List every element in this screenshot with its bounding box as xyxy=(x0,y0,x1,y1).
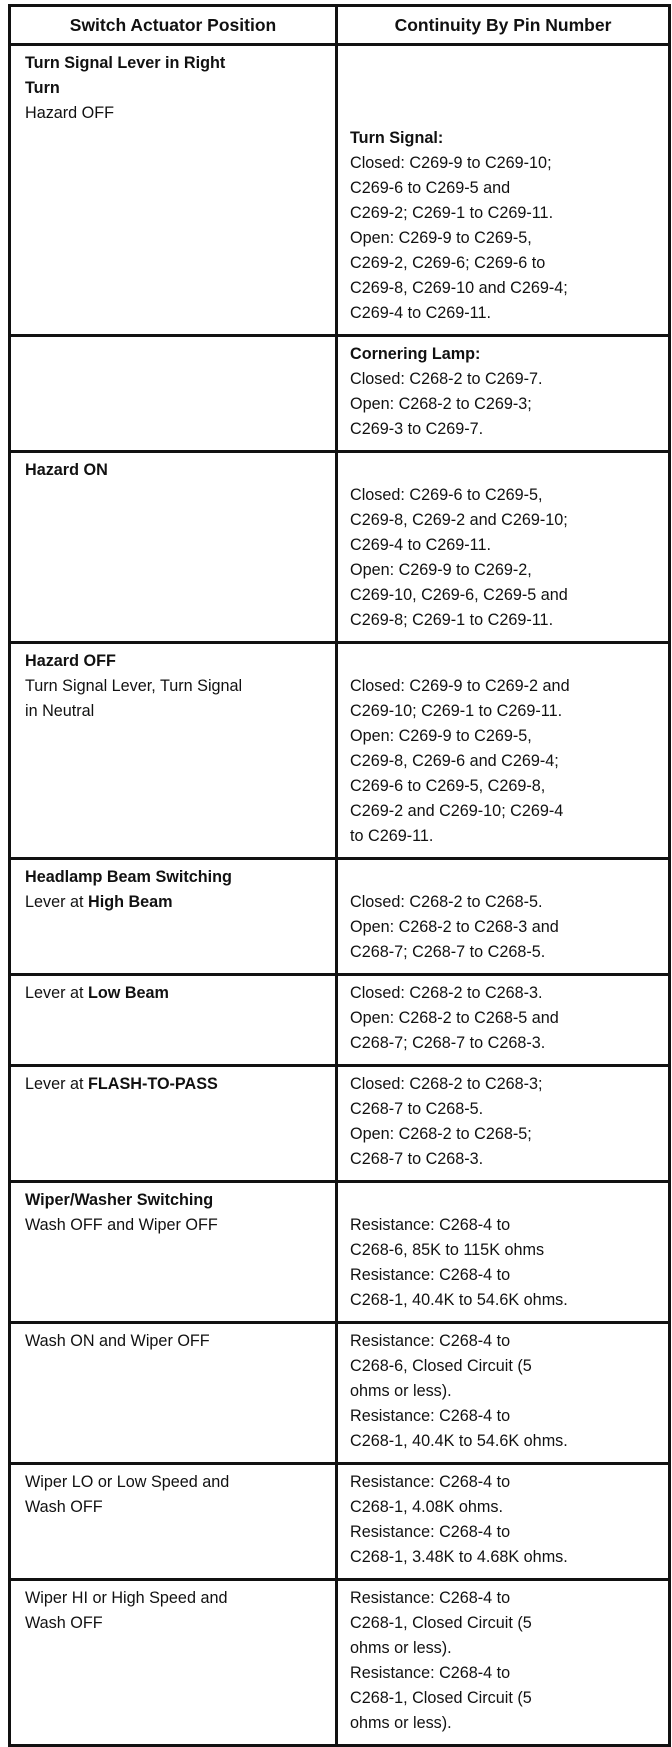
text: to C269-11. xyxy=(350,827,434,845)
text: C268-6, 85K to 115K ohms xyxy=(350,1241,545,1259)
switch-position-cell xyxy=(10,1182,337,1323)
right-text-line xyxy=(350,301,662,326)
text: C269-10; C269-1 to C269-11. xyxy=(350,702,563,720)
right-text-line xyxy=(350,749,662,774)
text: Closed: C269-9 to C269-10; xyxy=(350,154,552,172)
bold-text: Headlamp Beam Switching xyxy=(25,868,232,886)
text: C269-8; C269-1 to C269-11. xyxy=(350,611,554,629)
right-text-line xyxy=(350,699,662,724)
left-text-line xyxy=(25,101,329,126)
text: C268-1, 40.4K to 54.6K ohms. xyxy=(350,1432,568,1450)
text: Resistance: C268-4 to xyxy=(350,1664,511,1682)
right-text-line xyxy=(350,226,662,251)
right-text-line xyxy=(350,151,662,176)
right-text-line xyxy=(350,367,662,392)
table-header-row xyxy=(10,6,670,45)
spacer xyxy=(350,458,662,483)
text: Lever at xyxy=(25,1075,88,1093)
text: ohms or less). xyxy=(350,1714,452,1732)
bold-text: Cornering Lamp: xyxy=(350,345,481,363)
spacer xyxy=(350,1188,662,1213)
text: C268-1, 40.4K to 54.6K ohms. xyxy=(350,1291,568,1309)
right-text-line xyxy=(350,1379,662,1404)
text: Resistance: C268-4 to xyxy=(350,1589,511,1607)
text: ohms or less). xyxy=(350,1639,452,1657)
continuity-cell xyxy=(337,1323,670,1464)
bold-text: Low Beam xyxy=(88,984,169,1002)
text: Resistance: C268-4 to xyxy=(350,1523,511,1541)
right-text-line xyxy=(350,1097,662,1122)
bold-text: Wiper/Washer Switching xyxy=(25,1191,214,1209)
left-text-line xyxy=(25,674,329,699)
text: C268-1, 3.48K to 4.68K ohms. xyxy=(350,1548,568,1566)
text: Resistance: C268-4 to xyxy=(350,1473,511,1491)
text: Resistance: C268-4 to xyxy=(350,1266,511,1284)
text: C269-3 to C269-7. xyxy=(350,420,484,438)
text: Wash OFF xyxy=(25,1614,103,1632)
right-text-line xyxy=(350,1661,662,1686)
text: Open: C269-9 to C269-5, xyxy=(350,727,532,745)
right-text-line xyxy=(350,1470,662,1495)
text: Closed: C268-2 to C268-5. xyxy=(350,893,543,911)
switch-position-cell xyxy=(10,336,337,452)
text: C268-7 to C268-3. xyxy=(350,1150,484,1168)
switch-position-cell xyxy=(10,643,337,859)
right-text-line xyxy=(350,342,662,367)
right-text-line xyxy=(350,940,662,965)
right-text-line xyxy=(350,1122,662,1147)
text: Lever at xyxy=(25,984,88,1002)
continuity-cell xyxy=(337,45,670,336)
text: Hazard OFF xyxy=(25,104,115,122)
table-row xyxy=(10,859,670,975)
text: Open: C268-2 to C268-5 and xyxy=(350,1009,559,1027)
right-text-line xyxy=(350,251,662,276)
right-text-line xyxy=(350,1636,662,1661)
right-text-line xyxy=(350,1329,662,1354)
right-text-line xyxy=(350,1686,662,1711)
text: Closed: C269-6 to C269-5, xyxy=(350,486,543,504)
text: C268-1, Closed Circuit (5 xyxy=(350,1614,532,1632)
right-text-line xyxy=(350,890,662,915)
left-text-line xyxy=(25,76,329,101)
text: C269-4 to C269-11. xyxy=(350,536,491,554)
right-text-line xyxy=(350,1288,662,1313)
text: Wiper LO or Low Speed and xyxy=(25,1473,230,1491)
text: Wash OFF xyxy=(25,1498,103,1516)
left-text-line xyxy=(25,890,329,915)
table-row xyxy=(10,452,670,643)
left-text-line xyxy=(25,1586,329,1611)
left-text-line xyxy=(25,1470,329,1495)
continuity-table-page xyxy=(8,4,668,1747)
right-text-line xyxy=(350,1072,662,1097)
text: Closed: C268-2 to C269-7. xyxy=(350,370,543,388)
right-text-line xyxy=(350,1213,662,1238)
text: C269-4 to C269-11. xyxy=(350,304,491,322)
text: C268-1, Closed Circuit (5 xyxy=(350,1689,532,1707)
right-text-line xyxy=(350,774,662,799)
text: Resistance: C268-4 to xyxy=(350,1407,511,1425)
text: C269-2, C269-6; C269-6 to xyxy=(350,254,546,272)
left-text-line xyxy=(25,1188,329,1213)
header-switch-actuator-position: Switch Actuator Position xyxy=(10,6,337,45)
text: C269-8, C269-2 and C269-10; xyxy=(350,511,568,529)
right-text-line xyxy=(350,176,662,201)
text: Open: C268-2 to C268-5; xyxy=(350,1125,532,1143)
right-text-line xyxy=(350,1586,662,1611)
right-text-line xyxy=(350,201,662,226)
right-text-line xyxy=(350,558,662,583)
switch-position-cell xyxy=(10,1580,337,1746)
continuity-cell xyxy=(337,1182,670,1323)
text: Resistance: C268-4 to xyxy=(350,1332,511,1350)
spacer xyxy=(350,101,662,126)
right-text-line xyxy=(350,508,662,533)
left-text-line xyxy=(25,458,329,483)
text: Wiper HI or High Speed and xyxy=(25,1589,228,1607)
left-text-line xyxy=(25,51,329,76)
switch-position-cell xyxy=(10,1066,337,1182)
table-row xyxy=(10,1323,670,1464)
text: Closed: C268-2 to C268-3. xyxy=(350,984,543,1002)
switch-position-cell xyxy=(10,452,337,643)
right-text-line xyxy=(350,483,662,508)
right-text-line xyxy=(350,392,662,417)
text: Open: C268-2 to C268-3 and xyxy=(350,918,559,936)
text: C269-6 to C269-5, C269-8, xyxy=(350,777,546,795)
text: Wash ON and Wiper OFF xyxy=(25,1332,210,1350)
continuity-cell xyxy=(337,975,670,1066)
right-text-line xyxy=(350,1611,662,1636)
table-row xyxy=(10,1464,670,1580)
text: in Neutral xyxy=(25,702,95,720)
text: C268-7 to C268-5. xyxy=(350,1100,484,1118)
switch-position-cell xyxy=(10,1323,337,1464)
left-text-line xyxy=(25,699,329,724)
table-row xyxy=(10,1182,670,1323)
right-text-line xyxy=(350,799,662,824)
table-row xyxy=(10,45,670,336)
right-text-line xyxy=(350,1545,662,1570)
switch-position-cell xyxy=(10,975,337,1066)
right-text-line xyxy=(350,1404,662,1429)
text: C269-2; C269-1 to C269-11. xyxy=(350,204,554,222)
text: Open: C269-9 to C269-2, xyxy=(350,561,532,579)
right-text-line xyxy=(350,1711,662,1736)
text: C268-6, Closed Circuit (5 xyxy=(350,1357,532,1375)
continuity-cell xyxy=(337,452,670,643)
right-text-line xyxy=(350,1031,662,1056)
table-row xyxy=(10,336,670,452)
left-text-line xyxy=(25,1072,329,1097)
left-text-line xyxy=(25,1495,329,1520)
spacer xyxy=(350,51,662,76)
switch-position-cell xyxy=(10,1464,337,1580)
switch-position-cell xyxy=(10,45,337,336)
right-text-line xyxy=(350,824,662,849)
right-text-line xyxy=(350,608,662,633)
bold-text: Hazard ON xyxy=(25,461,108,479)
text: C268-7; C268-7 to C268-3. xyxy=(350,1034,546,1052)
spacer xyxy=(350,76,662,101)
table-body xyxy=(10,45,670,1746)
text: Resistance: C268-4 to xyxy=(350,1216,511,1234)
bold-text: Hazard OFF xyxy=(25,652,116,670)
right-text-line xyxy=(350,1238,662,1263)
bold-text: High Beam xyxy=(88,893,173,911)
text: C268-7; C268-7 to C268-5. xyxy=(350,943,546,961)
continuity-cell xyxy=(337,859,670,975)
continuity-cell xyxy=(337,1066,670,1182)
continuity-cell xyxy=(337,336,670,452)
bold-text: Turn xyxy=(25,79,60,97)
right-text-line xyxy=(350,1263,662,1288)
text: ohms or less). xyxy=(350,1382,452,1400)
bold-text: Turn Signal Lever in Right xyxy=(25,54,226,72)
right-text-line xyxy=(350,1429,662,1454)
right-text-line xyxy=(350,1006,662,1031)
right-text-line xyxy=(350,583,662,608)
table-row xyxy=(10,1580,670,1746)
text: C269-2 and C269-10; C269-4 xyxy=(350,802,564,820)
text: C269-8, C269-6 and C269-4; xyxy=(350,752,559,770)
text: Closed: C268-2 to C268-3; xyxy=(350,1075,543,1093)
right-text-line xyxy=(350,533,662,558)
text: Wash OFF and Wiper OFF xyxy=(25,1216,218,1234)
left-text-line xyxy=(25,1611,329,1636)
table-row xyxy=(10,1066,670,1182)
switch-position-cell xyxy=(10,859,337,975)
text: Turn Signal Lever, Turn Signal xyxy=(25,677,243,695)
text: Closed: C269-9 to C269-2 and xyxy=(350,677,570,695)
text: C269-8, C269-10 and C269-4; xyxy=(350,279,568,297)
right-text-line xyxy=(350,981,662,1006)
text: C269-10, C269-6, C269-5 and xyxy=(350,586,568,604)
text: Open: C268-2 to C269-3; xyxy=(350,395,532,413)
text: C268-1, 4.08K ohms. xyxy=(350,1498,503,1516)
left-text-line xyxy=(25,865,329,890)
table-row xyxy=(10,975,670,1066)
header-continuity-by-pin-number: Continuity By Pin Number xyxy=(337,6,670,45)
switch-continuity-table xyxy=(8,4,671,1747)
text: Open: C269-9 to C269-5, xyxy=(350,229,532,247)
left-text-line xyxy=(25,1213,329,1238)
right-text-line xyxy=(350,276,662,301)
spacer xyxy=(350,865,662,890)
right-text-line xyxy=(350,1520,662,1545)
right-text-line xyxy=(350,1354,662,1379)
right-text-line xyxy=(350,1495,662,1520)
left-text-line xyxy=(25,649,329,674)
right-text-line xyxy=(350,724,662,749)
table-row xyxy=(10,643,670,859)
continuity-cell xyxy=(337,643,670,859)
bold-text: Turn Signal: xyxy=(350,129,444,147)
right-text-line xyxy=(350,126,662,151)
right-text-line xyxy=(350,674,662,699)
right-text-line xyxy=(350,915,662,940)
right-text-line xyxy=(350,1147,662,1172)
spacer xyxy=(350,649,662,674)
right-text-line xyxy=(350,417,662,442)
text: C269-6 to C269-5 and xyxy=(350,179,511,197)
text: Lever at xyxy=(25,893,88,911)
bold-text: FLASH-TO-PASS xyxy=(88,1075,218,1093)
left-text-line xyxy=(25,981,329,1006)
continuity-cell xyxy=(337,1580,670,1746)
left-text-line xyxy=(25,1329,329,1354)
continuity-cell xyxy=(337,1464,670,1580)
